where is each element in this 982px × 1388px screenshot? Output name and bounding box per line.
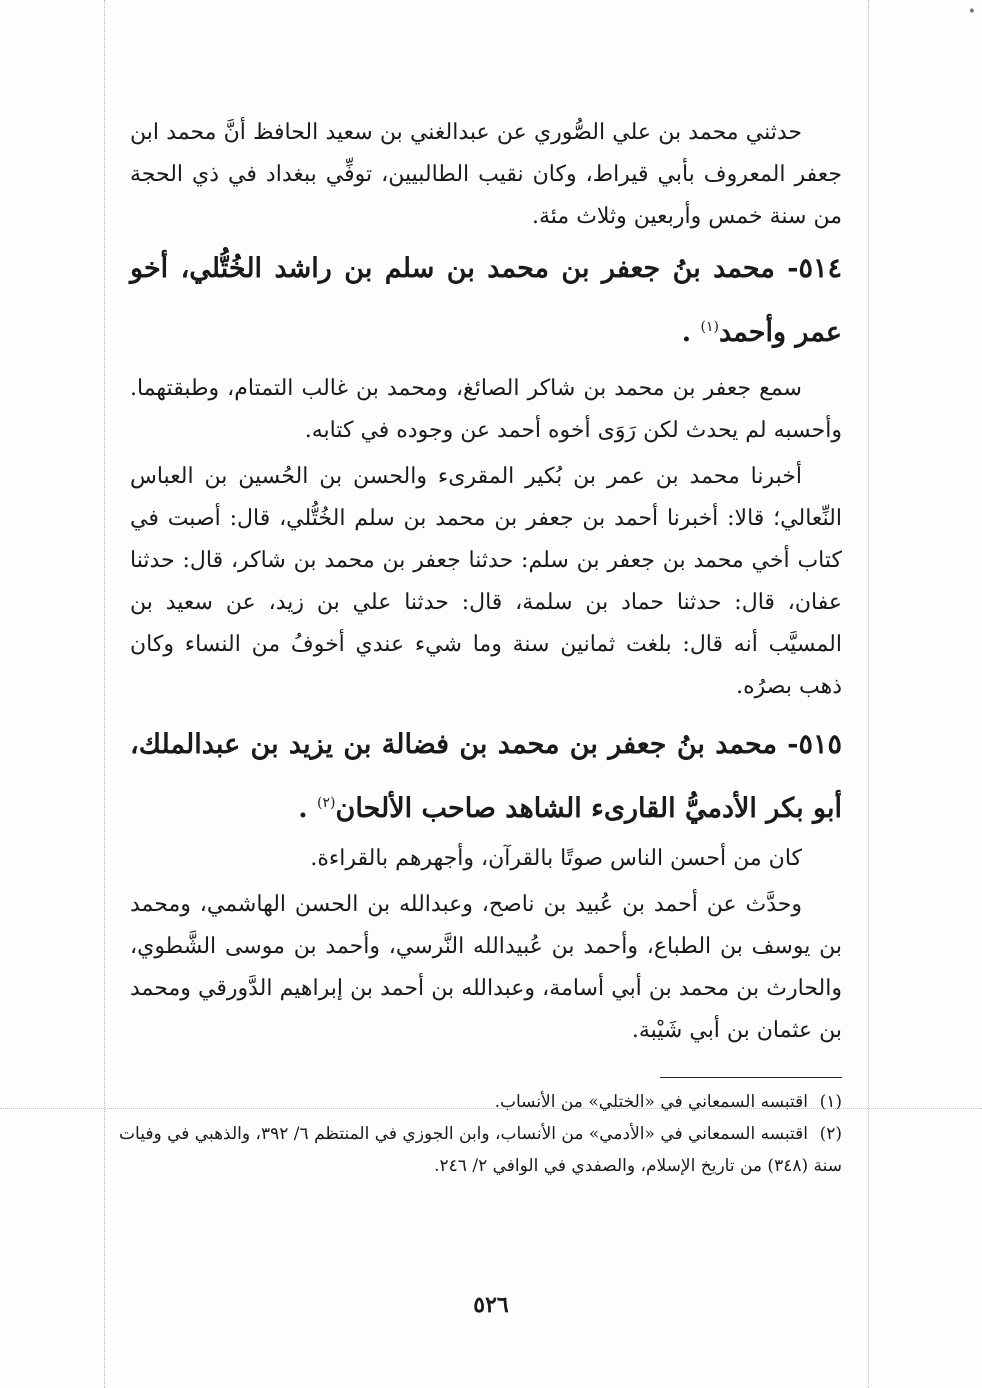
footnote-2 <box>110 1118 842 1182</box>
entry-515-paragraph: وحدَّث عن أحمد بن عُبيد بن ناصح، وعبدالله بن الحسن الهاشمي، ومحمد بن يوسف بن الطباع، وأحمد بن عُبيدالله النَّرسي، وأحمد بن موسى الشَّطوي، والحارث بن محمد بن أبي أسامة، وعبدالله بن أحمد بن إبراهيم الدَّورقي ومحمد بن عثمان بن أبي شَيْبة. <box>130 892 843 1043</box>
entry-514-trailing: . <box>681 317 692 348</box>
footnote-1 <box>110 1086 842 1118</box>
entry-515-note-ref: (٢) <box>317 795 336 811</box>
entry-515-paragraph: كان من أحسن الناس صوتًا بالقرآن، وأجهرهم بالقراءة. <box>310 846 802 871</box>
entry-514-paragraph: سمع جعفر بن محمد بن شاكر الصائغ، ومحمد بن غالب التمتام، وطبقتهما. وأحسبه لم يحدث لكن رَوَى أخوه أحمد عن وجوده في كتابه. <box>130 376 842 443</box>
entry-515-title: ٥١٥- محمد بنُ جعفر بن محمد بن فضالة بن يزيد بن عبدالملك، أبو بكر الأدميُّ القارىء الشاهد صاحب الألحان <box>130 729 842 824</box>
entry-514-body <box>130 368 842 708</box>
footnote-text: اقتبسه السمعاني في «الختلي» من الأنساب. <box>494 1092 808 1112</box>
footnotes <box>110 1086 842 1182</box>
entry-514-title: ٥١٤- محمد بنُ جعفر بن محمد بن سلم بن راشد الخُتُّلي، أخو عمر وأحمد <box>130 253 842 348</box>
footnote-text: اقتبسه السمعاني في «الأدمي» من الأنساب، وابن الجوزي في المنتظم ٦/ ٣٩٢، والذهبي في وفيات سنة (٣٤٨) من تاريخ الإسلام، والصفدي في الوافي ٢/ ٢٤٦. <box>119 1124 842 1176</box>
entry-514-paragraph: أخبرنا محمد بن عمر بن بُكير المقرىء والحسن بن الحُسين بن العباس النِّعالي؛ قالا: أخبرنا أحمد بن جعفر بن محمد بن سلم الخُتُّلي، قال: أصبت في كتاب أخي محمد بن جعفر بن سلم: حدثنا جعفر بن محمد بن شاكر، قال: حدثنا عفان، قال: حدثنا حماد بن سلمة، قال: حدثنا علي بن زيد، عن سعيد بن المسيَّب أنه قال: بلغت ثمانين سنة وما شيء عندي أخوفُ من النساء وكان ذهب بصرُه. <box>130 464 842 699</box>
page-number: ٥٢٦ <box>473 1292 509 1318</box>
footnote-number: (٢) <box>819 1124 842 1144</box>
entry-514-note-ref: (١) <box>700 319 719 335</box>
footnote-separator <box>660 1077 842 1078</box>
scan-guide-line <box>868 0 869 1388</box>
entry-515-trailing: . <box>298 793 308 824</box>
opening-paragraph: حدثني محمد بن علي الصُّوري عن عبدالغني بن سعيد الحافظ أنَّ محمد ابن جعفر المعروف بأبي قيراط، وكان نقيب الطالبيين، توفِّي ببغداد في ذي الحجة من سنة خمس وأربعين وثلاث مئة. <box>130 120 842 229</box>
scan-guide-line <box>104 0 105 1388</box>
opening-paragraph-block <box>130 112 842 238</box>
entry-515-body <box>130 838 842 1052</box>
corner-mark: • <box>967 4 976 20</box>
entry-515-heading <box>130 716 842 838</box>
footnote-number: (١) <box>819 1092 842 1112</box>
entry-514-heading <box>130 240 842 362</box>
